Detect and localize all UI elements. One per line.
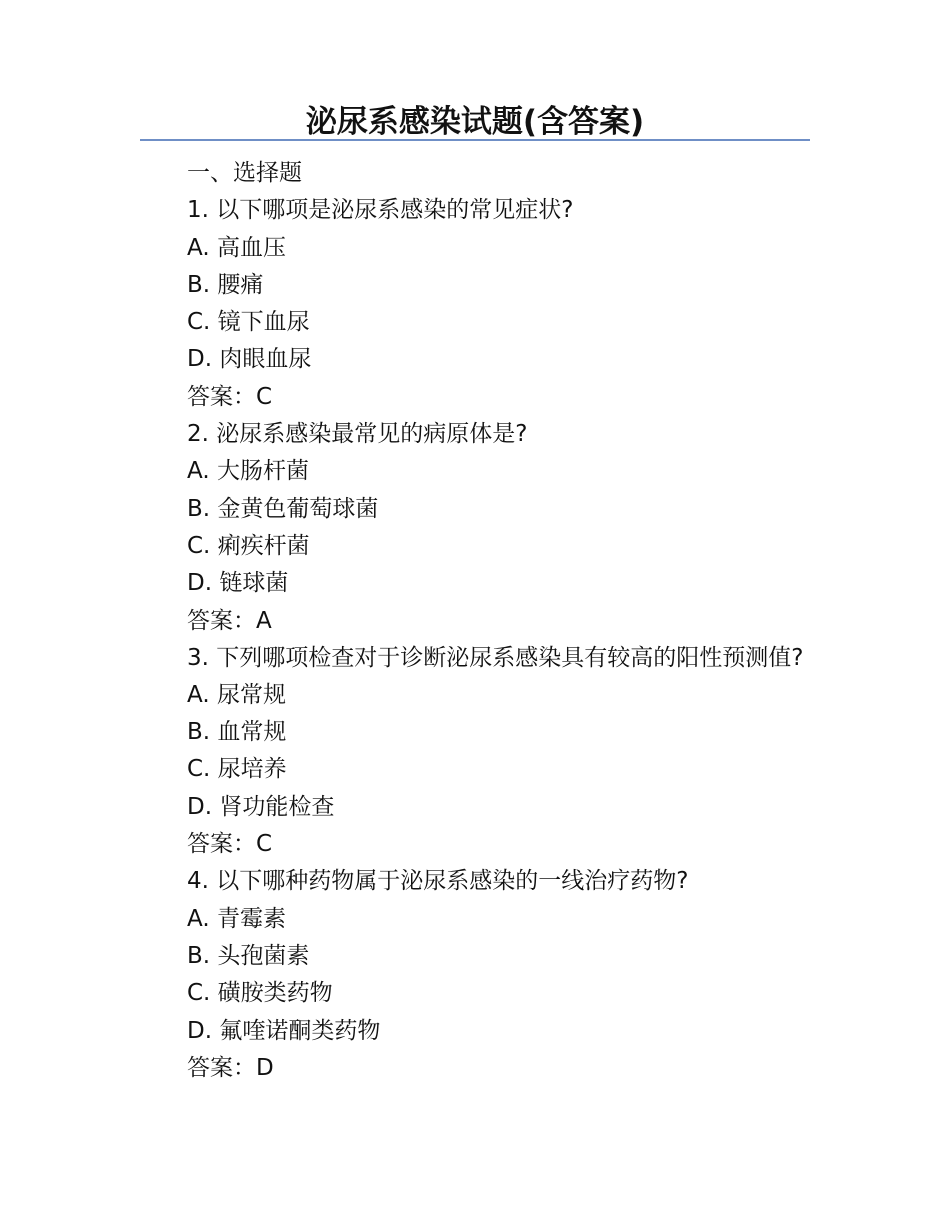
option-c: C. 痢疾杆菌 bbox=[187, 532, 310, 559]
answer-text: 答案：C bbox=[187, 831, 273, 858]
option-c: C. 镜下血尿 bbox=[187, 309, 310, 336]
title-underline bbox=[140, 139, 810, 141]
option-c: C. 尿培养 bbox=[187, 756, 287, 783]
document-title: 泌尿系感染试题(含答案) bbox=[305, 104, 645, 140]
question-text: 1. 以下哪项是泌尿系感染的常见症状? bbox=[187, 197, 574, 224]
answer-text: 答案：A bbox=[187, 607, 272, 634]
option-b: B. 头孢菌素 bbox=[187, 942, 310, 969]
option-a: A. 尿常规 bbox=[187, 681, 286, 708]
option-d: D. 氟喹诺酮类药物 bbox=[187, 1017, 381, 1044]
option-d: D. 链球菌 bbox=[187, 570, 289, 597]
section-heading: 一、选择题 bbox=[187, 160, 302, 186]
option-b: B. 血常规 bbox=[187, 719, 287, 746]
question-text: 2. 泌尿系感染最常见的病原体是? bbox=[187, 421, 528, 448]
option-d: D. 肾功能检查 bbox=[187, 793, 335, 820]
question-text: 3. 下列哪项检查对于诊断泌尿系感染具有较高的阳性预测值? bbox=[187, 644, 804, 671]
option-a: A. 青霉素 bbox=[187, 905, 286, 932]
option-b: B. 金黄色葡萄球菌 bbox=[187, 495, 379, 522]
answer-text: 答案：C bbox=[187, 383, 273, 410]
option-a: A. 高血压 bbox=[187, 234, 286, 261]
document-body bbox=[140, 155, 810, 1087]
option-b: B. 腰痛 bbox=[187, 271, 264, 298]
answer-text: 答案：D bbox=[187, 1054, 274, 1081]
option-a: A. 大肠杆菌 bbox=[187, 458, 309, 485]
option-d: D. 肉眼血尿 bbox=[187, 346, 312, 373]
option-c: C. 磺胺类药物 bbox=[187, 980, 333, 1007]
question-text: 4. 以下哪种药物属于泌尿系感染的一线治疗药物? bbox=[187, 868, 689, 895]
